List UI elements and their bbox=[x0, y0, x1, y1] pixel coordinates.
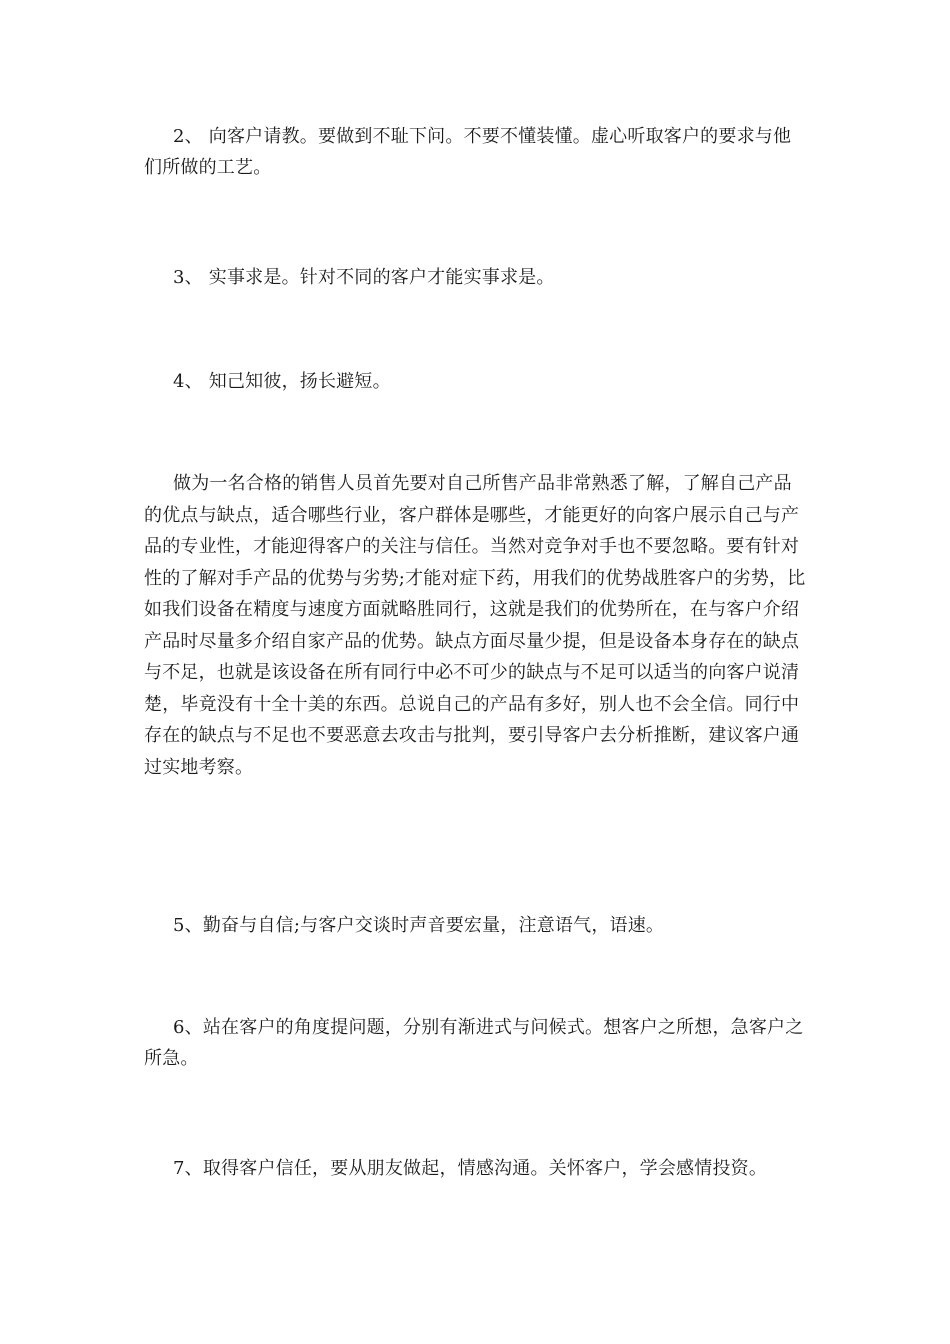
paragraph-item-5: 5、勤奋与自信;与客户交谈时声音要宏量，注意语气，语速。 bbox=[173, 915, 665, 936]
paragraph-item-7: 7、取得客户信任，要从朋友做起，情感沟通。关怀客户，学会感情投资。 bbox=[173, 1158, 768, 1179]
paragraph-item-4: 4、 知己知彼，扬长避短。 bbox=[173, 371, 391, 392]
paragraph-body: 做为一名合格的销售人员首先要对自己所售产品非常熟悉了解，了解自己产品的优点与缺点，适合哪些行业，客户群体是哪些，才能更好的向客户展示自己与产品的专业性，才能迎得客户的关注与信任。当然对竞争对手也不要忽略。要有针对性的了解对手产品的优势与劣势;才能对症下药，用我们的优势战胜客户的劣势，比如我们设备在精度与速度方面就略胜同行，这就是我们的优势所在，在与客户介绍产品时尽量多介绍自家产品的优势。缺点方面尽量少提，但是设备本身存在的缺点与不足，也就是该设备在所有同行中必不可少的缺点与不足可以适当的向客户说清楚，毕竟没有十全十美的东西。总说自己的产品有多好，别人也不会全信。同行中存在的缺点与不足也不要恶意去攻击与批判，要引导客户去分析推断，建议客户通过实地考察。 bbox=[144, 473, 806, 778]
paragraph-item-2: 2、 向客户请教。要做到不耻下问。不要不懂装懂。虚心听取客户的要求与他们所做的工艺。 bbox=[144, 126, 792, 178]
paragraph-item-3: 3、 实事求是。针对不同的客户才能实事求是。 bbox=[173, 267, 555, 288]
paragraph-item-6: 6、站在客户的角度提问题，分别有渐进式与问候式。想客户之所想，急客户之所急。 bbox=[144, 1017, 804, 1069]
